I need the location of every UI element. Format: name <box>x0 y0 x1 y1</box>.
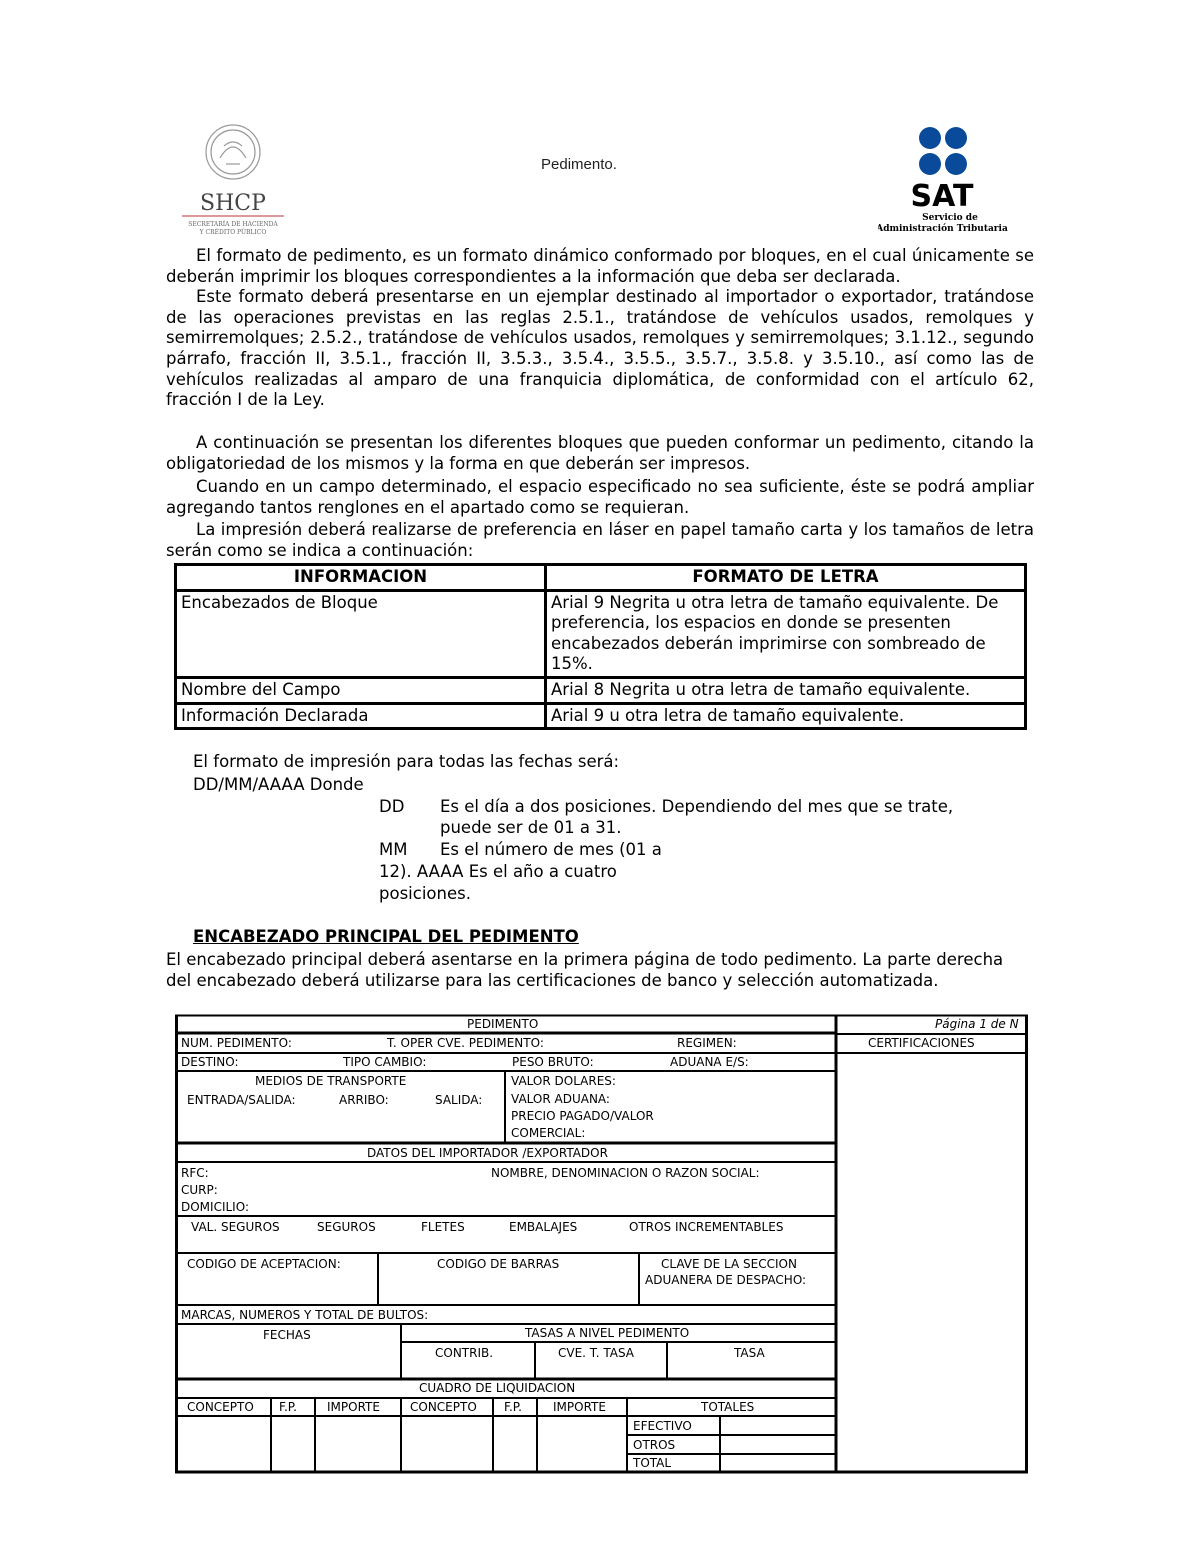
table-cell: Arial 8 Negrita u otra letra de tamaño equivalente. <box>546 677 1026 703</box>
field-fletes: FLETES <box>421 1220 465 1234</box>
field-cve-tasa: CVE. T. TASA <box>558 1346 634 1360</box>
dates-intro-line-1: El formato de impresión para todas las fechas será: <box>193 752 620 771</box>
form-header-pedimento: PEDIMENTO <box>467 1017 539 1031</box>
col-totales: TOTALES <box>701 1400 755 1414</box>
field-certificaciones: CERTIFICACIONES <box>868 1036 975 1050</box>
field-salida: SALIDA: <box>435 1093 483 1107</box>
dates-intro-line-2: DD/MM/AAAA Donde <box>193 775 364 794</box>
sat-logo-line-1: Servicio de <box>922 213 978 223</box>
field-val-seguros: VAL. SEGUROS <box>191 1220 280 1234</box>
table-row <box>176 590 1026 677</box>
table-row <box>176 703 1026 729</box>
table-cell: Arial 9 Negrita u otra letra de tamaño equivalente. De preferencia, los espacios en donde se presenten encabezados deberán imprimirse con sombreado de 15%. <box>546 590 1026 677</box>
col-importe: IMPORTE <box>553 1400 606 1414</box>
font-format-table <box>174 563 1027 730</box>
field-peso-bruto: PESO BRUTO: <box>512 1055 594 1069</box>
field-t-oper: T. OPER CVE. PEDIMENTO: <box>387 1036 544 1050</box>
table-header-row <box>176 565 1026 591</box>
intro-section <box>166 246 1034 411</box>
form-section-cuadro-liquidacion: CUADRO DE LIQUIDACION <box>419 1381 576 1395</box>
field-precio-pagado-2: COMERCIAL: <box>511 1126 586 1140</box>
field-codigo-barras: CODIGO DE BARRAS <box>437 1257 560 1271</box>
shcp-logo-subtitle-2: Y CRÉDITO PÚBLICO <box>199 229 267 236</box>
col-fp: F.P. <box>504 1400 522 1414</box>
field-otros-incrementables: OTROS INCREMENTABLES <box>629 1220 784 1234</box>
field-precio-pagado-1: PRECIO PAGADO/VALOR <box>511 1109 654 1123</box>
field-tasas-nivel-pedimento: TASAS A NIVEL PEDIMENTO <box>525 1326 690 1340</box>
intro-paragraph-1: El formato de pedimento, es un formato dinámico conformado por bloques, en el cual únicamente se deberán imprimir los bloques correspondientes a la información que deba ser declarada. <box>166 246 1034 286</box>
total-total: TOTAL <box>633 1456 672 1470</box>
page-header-title: Pedimento. <box>541 156 617 173</box>
table-header-formato: FORMATO DE LETRA <box>546 565 1026 591</box>
field-aduana: ADUANA E/S: <box>670 1055 749 1069</box>
field-seguros: SEGUROS <box>317 1220 376 1234</box>
col-concepto: CONCEPTO <box>187 1400 254 1414</box>
table-header-informacion: INFORMACION <box>176 565 546 591</box>
field-domicilio: DOMICILIO: <box>181 1200 249 1214</box>
intro-paragraph-5: La impresión deberá realizarse de preferencia en láser en papel tamaño carta y los tamaños de letra serán como se indica a continuación: <box>166 520 1034 560</box>
total-otros: OTROS <box>633 1438 676 1452</box>
mm-code: MM <box>379 840 408 859</box>
field-clave-seccion-1: CLAVE DE LA SECCION <box>661 1257 797 1271</box>
field-tipo-cambio: TIPO CAMBIO: <box>343 1055 427 1069</box>
field-embalajes: EMBALAJES <box>509 1220 578 1234</box>
shcp-logo <box>176 118 292 236</box>
field-clave-seccion-2: ADUANERA DE DESPACHO: <box>645 1273 807 1287</box>
form-section-datos-importador: DATOS DEL IMPORTADOR /EXPORTADOR <box>367 1146 608 1160</box>
field-nombre-razon-social: NOMBRE, DENOMINACION O RAZON SOCIAL: <box>491 1166 760 1180</box>
pedimento-form <box>175 1014 1028 1474</box>
mm-text: Es el número de mes (01 a <box>440 840 662 859</box>
shcp-logo-name: SHCP <box>200 191 266 216</box>
field-arribo: ARRIBO: <box>339 1093 389 1107</box>
col-fp: F.P. <box>279 1400 297 1414</box>
dates-intro <box>193 750 619 796</box>
table-cell: Nombre del Campo <box>176 677 546 703</box>
table-cell: Encabezados de Bloque <box>176 590 546 677</box>
field-rfc: RFC: <box>181 1166 209 1180</box>
field-destino: DESTINO: <box>181 1055 239 1069</box>
field-curp: CURP: <box>181 1183 218 1197</box>
field-num-pedimento: NUM. PEDIMENTO: <box>181 1036 292 1050</box>
intro-paragraph-4: Cuando en un campo determinado, el espacio especificado no sea suficiente, éste se podrá ampliar agregando tantos renglones en el apartado como se requieran. <box>166 477 1034 517</box>
field-valor-aduana: VALOR ADUANA: <box>511 1092 610 1106</box>
table-cell: Información Declarada <box>176 703 546 729</box>
section-title: ENCABEZADO PRINCIPAL DEL PEDIMENTO <box>193 927 579 946</box>
shcp-logo-subtitle-1: SECRETARÍA DE HACIENDA <box>188 221 278 228</box>
dd-text-1: Es el día a dos posiciones. Dependiendo del mes que se trate, <box>440 797 954 816</box>
dd-text-2: puede ser de 01 a 31. <box>440 818 622 837</box>
col-concepto: CONCEPTO <box>410 1400 477 1414</box>
table-row <box>176 677 1026 703</box>
field-contrib: CONTRIB. <box>435 1346 494 1360</box>
intro-paragraph-2: Este formato deberá presentarse en un ejemplar destinado al importador o exportador, tratándose de las operaciones previstas en las reglas 2.5.1., tratándose de vehículos usados, remolques y semirremolques; 2.5.2., tratándose de vehículos usados, remolques y semirremolques; 3.1.12., segundo párrafo, fracción II, 3.5.1., fracción II, 3.5.3., 3.5.4., 3.5.5., 3.5.7., 3.5.8. y 3.5.10., así como las de vehículos realizadas al amparo de una franquicia diplomática, de conformidad con el artículo 62, fracción I de la Ley. <box>166 287 1034 410</box>
aaaa-line-1: 12). AAAA Es el año a cuatro <box>379 862 617 881</box>
field-valor-dolares: VALOR DOLARES: <box>511 1074 616 1088</box>
dd-code: DD <box>379 797 405 816</box>
form-page-number: Página 1 de N <box>935 1017 1019 1031</box>
field-medios-transporte: MEDIOS DE TRANSPORTE <box>255 1074 407 1088</box>
field-marcas: MARCAS, NUMEROS Y TOTAL DE BULTOS: <box>181 1308 429 1322</box>
sat-logo-name: SAT <box>910 179 974 214</box>
intro-paragraph-3: A continuación se presentan los diferentes bloques que pueden conformar un pedimento, citando la obligatoriedad de los mismos y la forma en que deberán ser impresos. <box>166 433 1034 473</box>
aaaa-line-2: posiciones. <box>379 884 471 903</box>
field-entrada-salida: ENTRADA/SALIDA: <box>187 1093 296 1107</box>
field-regimen: REGIMEN: <box>677 1036 737 1050</box>
field-tasa: TASA <box>734 1346 765 1360</box>
field-fechas: FECHAS <box>263 1328 311 1342</box>
total-efectivo: EFECTIVO <box>633 1419 692 1433</box>
col-importe: IMPORTE <box>327 1400 380 1414</box>
section-text: El encabezado principal deberá asentarse en la primera página de todo pedimento. La parte derecha del encabezado deberá utilizarse para las certificaciones de banco y selección automatizada. <box>166 950 1004 990</box>
sat-logo <box>878 124 1014 236</box>
sat-logo-line-2: Administración Tributaria <box>878 224 1008 234</box>
field-codigo-aceptacion: CODIGO DE ACEPTACION: <box>187 1257 341 1271</box>
table-cell: Arial 9 u otra letra de tamaño equivalente. <box>546 703 1026 729</box>
